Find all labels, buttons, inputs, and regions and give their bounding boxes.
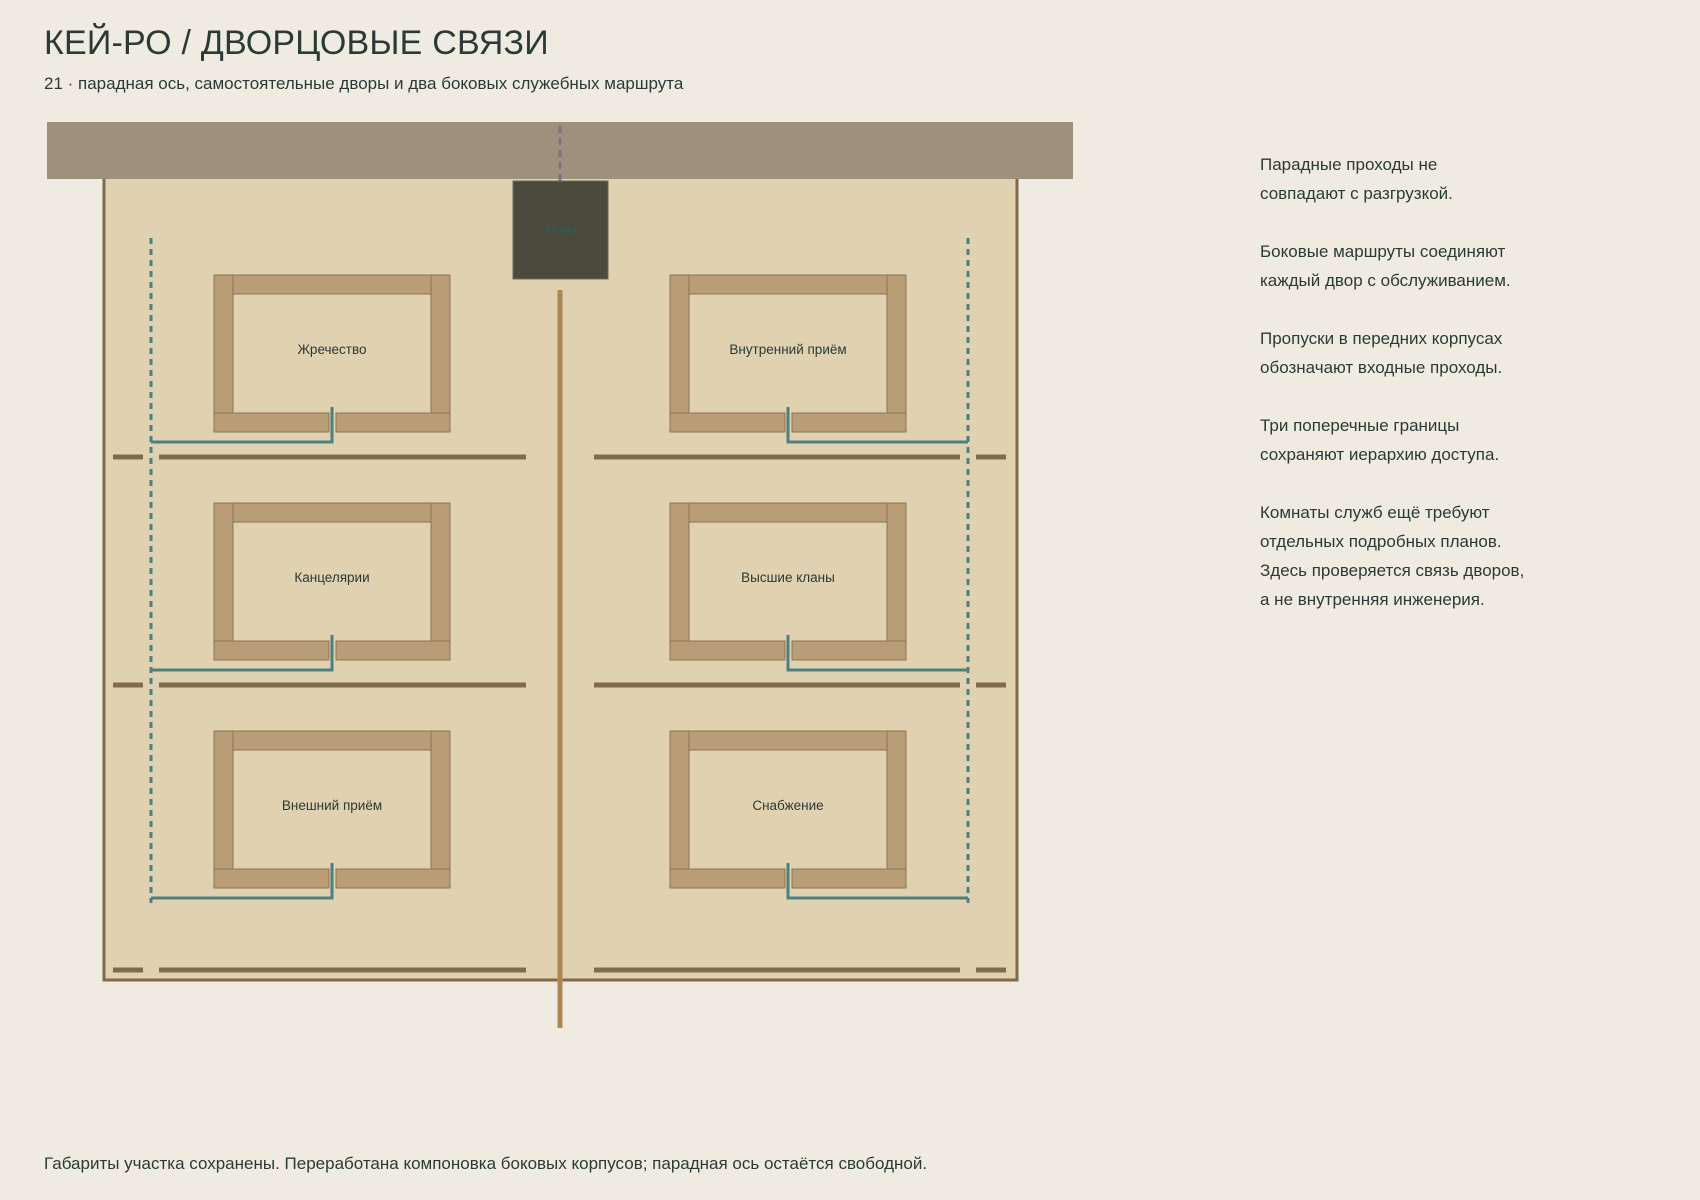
building-wing-bottom-left — [670, 869, 785, 888]
note-2 — [1260, 237, 1560, 295]
note-line: каждый двор с обслуживанием. — [1260, 271, 1511, 290]
building-wing-right — [887, 503, 906, 660]
note-line: сохраняют иерархию доступа. — [1260, 445, 1500, 464]
building-wing-left — [214, 731, 233, 888]
temple-label: ХРАМ — [543, 223, 577, 237]
note-line: а не внутренняя инженерия. — [1260, 590, 1485, 609]
temple — [513, 181, 608, 279]
building-wing-bottom-left — [214, 413, 329, 432]
court-label: Канцелярии — [294, 570, 370, 585]
building-wing-top — [670, 503, 906, 522]
building-wing-bottom-right — [792, 413, 906, 432]
note-line: Парадные проходы не — [1260, 155, 1438, 174]
note-line: совпадают с разгрузкой. — [1260, 184, 1453, 203]
building-wing-top — [214, 503, 450, 522]
building-wing-right — [431, 275, 450, 432]
court-label: Внешний приём — [281, 798, 383, 813]
court-label: Жречество — [297, 342, 367, 357]
building-wing-bottom-right — [792, 869, 906, 888]
page-title: КЕЙ-РО / ДВОРЦОВЫЕ СВЯЗИ — [44, 24, 549, 62]
note-line: Здесь проверяется связь дворов, — [1260, 561, 1525, 580]
building-wing-bottom-left — [214, 641, 329, 660]
building-wing-left — [670, 731, 689, 888]
note-line: Три поперечные границы — [1260, 416, 1460, 435]
notes-panel — [1260, 150, 1560, 643]
note-1 — [1260, 150, 1560, 208]
court-label: Снабжение — [752, 798, 824, 813]
building-wing-bottom-left — [214, 869, 329, 888]
note-line: отдельных подробных планов. — [1260, 532, 1502, 551]
page-subtitle: 21 · парадная ось, самостоятельные дворы и два боковых служебных маршрута — [44, 74, 684, 93]
footer-note: Габариты участка сохранены. Переработана компоновка боковых корпусов; парадная ось остаётся свободной. — [44, 1154, 928, 1173]
note-3 — [1260, 324, 1560, 382]
note-line: обозначают входные проходы. — [1260, 358, 1503, 377]
building-wing-right — [887, 275, 906, 432]
note-line: Боковые маршруты соединяют — [1260, 242, 1506, 261]
note-line: Пропуски в передних корпусах — [1260, 329, 1503, 348]
building-wing-bottom-right — [792, 641, 906, 660]
building-wing-top — [670, 731, 906, 750]
note-line: Комнаты служб ещё требуют — [1260, 503, 1490, 522]
building-wing-right — [431, 503, 450, 660]
building-wing-bottom-left — [670, 641, 785, 660]
building-wing-left — [214, 275, 233, 432]
building-wing-left — [670, 275, 689, 432]
building-wing-bottom-right — [336, 869, 450, 888]
building-wing-left — [670, 503, 689, 660]
court-label: Внутренний приём — [729, 342, 847, 357]
note-4 — [1260, 411, 1560, 469]
court-label: Высшие кланы — [741, 570, 835, 585]
building-wing-left — [214, 503, 233, 660]
building-wing-top — [214, 731, 450, 750]
building-wing-top — [670, 275, 906, 294]
note-5 — [1260, 498, 1560, 614]
building-wing-bottom-right — [336, 641, 450, 660]
building-wing-right — [431, 731, 450, 888]
building-wing-bottom-left — [670, 413, 785, 432]
building-wing-top — [214, 275, 450, 294]
building-wing-right — [887, 731, 906, 888]
building-wing-bottom-right — [336, 413, 450, 432]
